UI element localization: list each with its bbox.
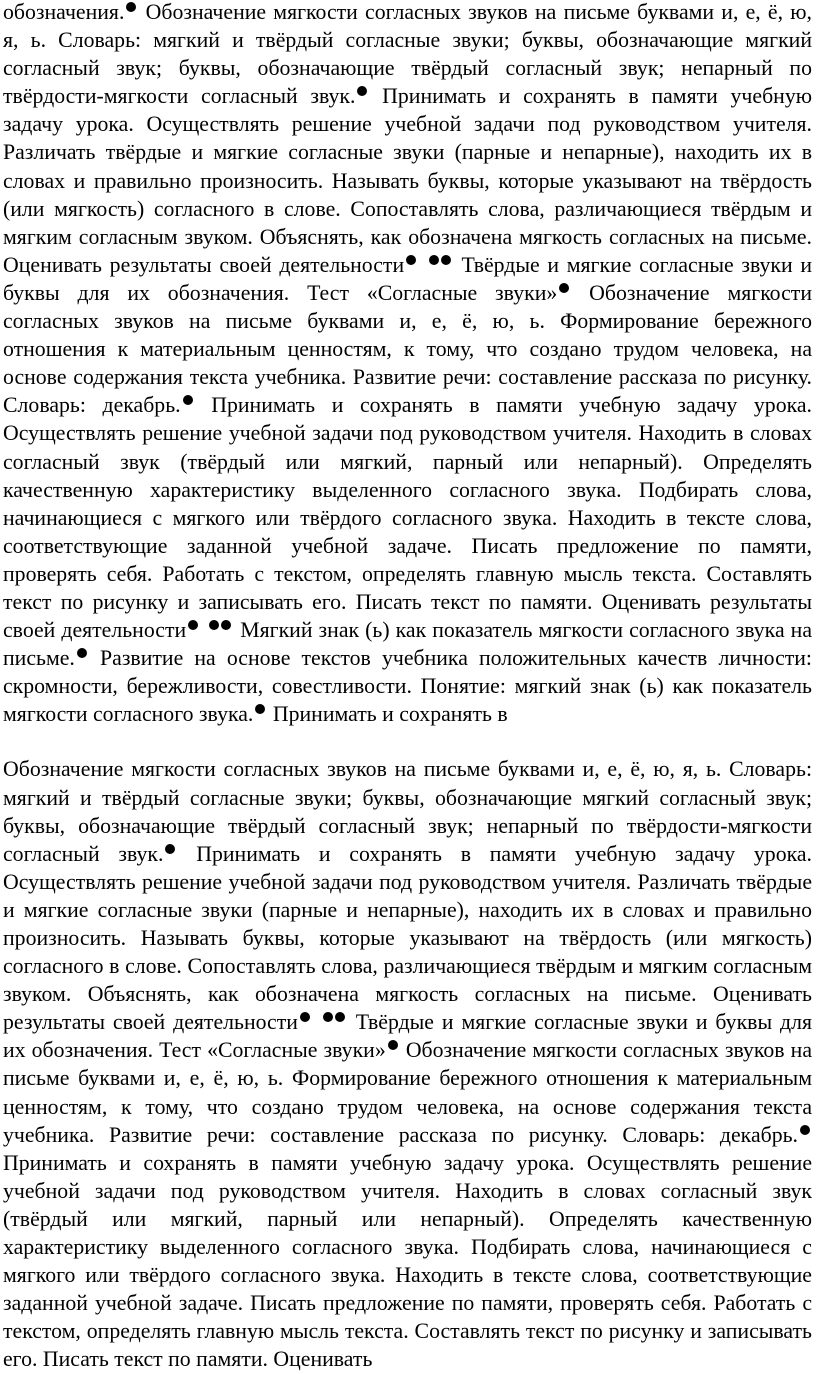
bullet-icon	[441, 255, 451, 265]
bullet-icon	[388, 1040, 398, 1050]
double-bullet-icon	[322, 1008, 346, 1036]
bullet-icon	[255, 704, 265, 714]
double-bullet-icon	[428, 251, 452, 279]
bullet-icon	[800, 1125, 810, 1135]
text-segment: Твёрдые и мягкие согласные звуки и буквы для их обозначения. Тест «Согласные звуки»	[3, 1010, 812, 1063]
text-segment: Принимать и сохранять в памяти учебную задачу урока. Осуществлять решение учебной задачи под руководством учителя. Находить в словах согласный звук (твёрдый или мягкий, парный или непарный). Определять качественную характеристику выделенного согласного звука. Подбирать слова, начинающиеся с мягкого или твёрдого согласного звука. Находить в тексте слова, соответствующие заданной учебной задаче. Писать предложение по памяти, проверять себя. Работать с текстом, определять главную мысль текста. Составлять текст по рисунку и записывать его. Писать текст по памяти. Оценивать	[3, 1150, 812, 1372]
bullet-icon	[165, 844, 175, 854]
text-segment: Обозначение мягкости согласных звуков на письме буквами и, е, ё, ю, я, ь. Словарь: мягкий и твёрдый согласные звуки; буквы, обозначающие мягкий согласный звук; буквы, обозначающие твёрдый согласный звук; непарный по твёрдости-мягкости согласный звук.	[3, 0, 812, 109]
text-segment: Твёрдые и мягкие согласные звуки и буквы для их обозначения. Тест «Согласные звуки»	[3, 252, 813, 305]
bullet-icon	[126, 2, 136, 12]
bullet-icon	[221, 620, 231, 630]
paragraph-1	[3, 0, 812, 728]
text-segment: Обозначение мягкости согласных звуков на письме буквами и, е, ё, ю, я, ь. Словарь: мягкий и твёрдый согласные звуки; буквы, обозначающие мягкий согласный звук; буквы, обозначающие твёрдый согласный звук; непарный по твёрдости-мягкости согласный звук.	[3, 757, 812, 866]
text-segment: Обозначение мягкости согласных звуков на письме буквами и, е, ё, ю, ь. Формирование бережного отношения к материальным ценностям, к тому, что создано трудом человека, на основе содержания текста учебника. Развитие речи: составление рассказа по рисунку. Словарь: декабрь.	[3, 280, 812, 418]
bullet-icon	[406, 255, 416, 265]
text-segment: Принимать и сохранять в	[272, 702, 508, 727]
text-segment: Принимать и сохранять в памяти учебную задачу урока. Осуществлять решение учебной задачи под руководством учителя. Находить в словах согласный звук (твёрдый или мягкий, парный или непарный). Определять качественную характеристику выделенного согласного звука. Подбирать слова, начинающиеся с мягкого или твёрдого согласного звука. Находить в тексте слова, соответствующие заданной учебной задаче. Писать предложение по памяти, проверять себя. Работать с текстом, определять главную мысль текста. Составлять текст по рисунку и записывать его. Писать текст по памяти. Оценивать результаты своей деятельности	[3, 393, 812, 643]
bullet-icon	[335, 1012, 345, 1022]
bullet-icon	[323, 1012, 333, 1022]
bullet-icon	[429, 255, 439, 265]
bullet-icon	[357, 86, 367, 96]
text-segment: Мягкий знак (ь) как показатель мягкости согласного звука на письме.	[3, 618, 812, 671]
bullet-icon	[300, 1012, 310, 1022]
paragraph-2	[3, 755, 812, 1373]
double-bullet-icon	[208, 616, 232, 644]
text-segment: Принимать и сохранять в памяти учебную задачу урока. Осуществлять решение учебной задачи под руководством учителя. Различать твёрдые и мягкие согласные звуки (парные и непарные), находить их в словах и правильно произносить. Называть буквы, которые указывают на твёрдость (или мягкость) согласного в слове. Сопоставлять слова, различающиеся твёрдым и мягким согласным звуком. Объяснять, как обозначена мягкость согласных на письме. Оценивать результаты своей деятельности	[3, 841, 812, 1035]
text-segment: Принимать и сохранять в памяти учебную задачу урока. Осуществлять решение учебной задачи под руководством учителя. Различать твёрдые и мягкие согласные звуки (парные и непарные), находить их в словах и правильно произносить. Называть буквы, которые указывают на твёрдость (или мягкость) согласного в слове. Сопоставлять слова, различающиеся твёрдым и мягким согласным звуком. Объяснять, как обозначена мягкость согласных на письме. Оценивать результаты своей деятельности	[3, 84, 813, 277]
bullet-icon	[209, 620, 219, 630]
bullet-icon	[188, 620, 198, 630]
bullet-icon	[183, 395, 193, 405]
bullet-icon	[559, 283, 569, 293]
text-segment: Обозначение мягкости согласных звуков на письме буквами и, е, ё, ю, ь. Формирование бережного отношения к материальным ценностям, к тому, что создано трудом человека, на основе содержания текста учебника. Развитие речи: составление рассказа по рисунку. Словарь: декабрь.	[3, 1038, 812, 1147]
text-segment: Развитие на основе текстов учебника положительных качеств личности: скромности, бережливости, совестливости. Понятие: мягкий знак (ь) как показатель мягкости согласного звука.	[3, 646, 812, 727]
text-segment: обозначения.	[3, 0, 125, 24]
bullet-icon	[77, 648, 87, 658]
